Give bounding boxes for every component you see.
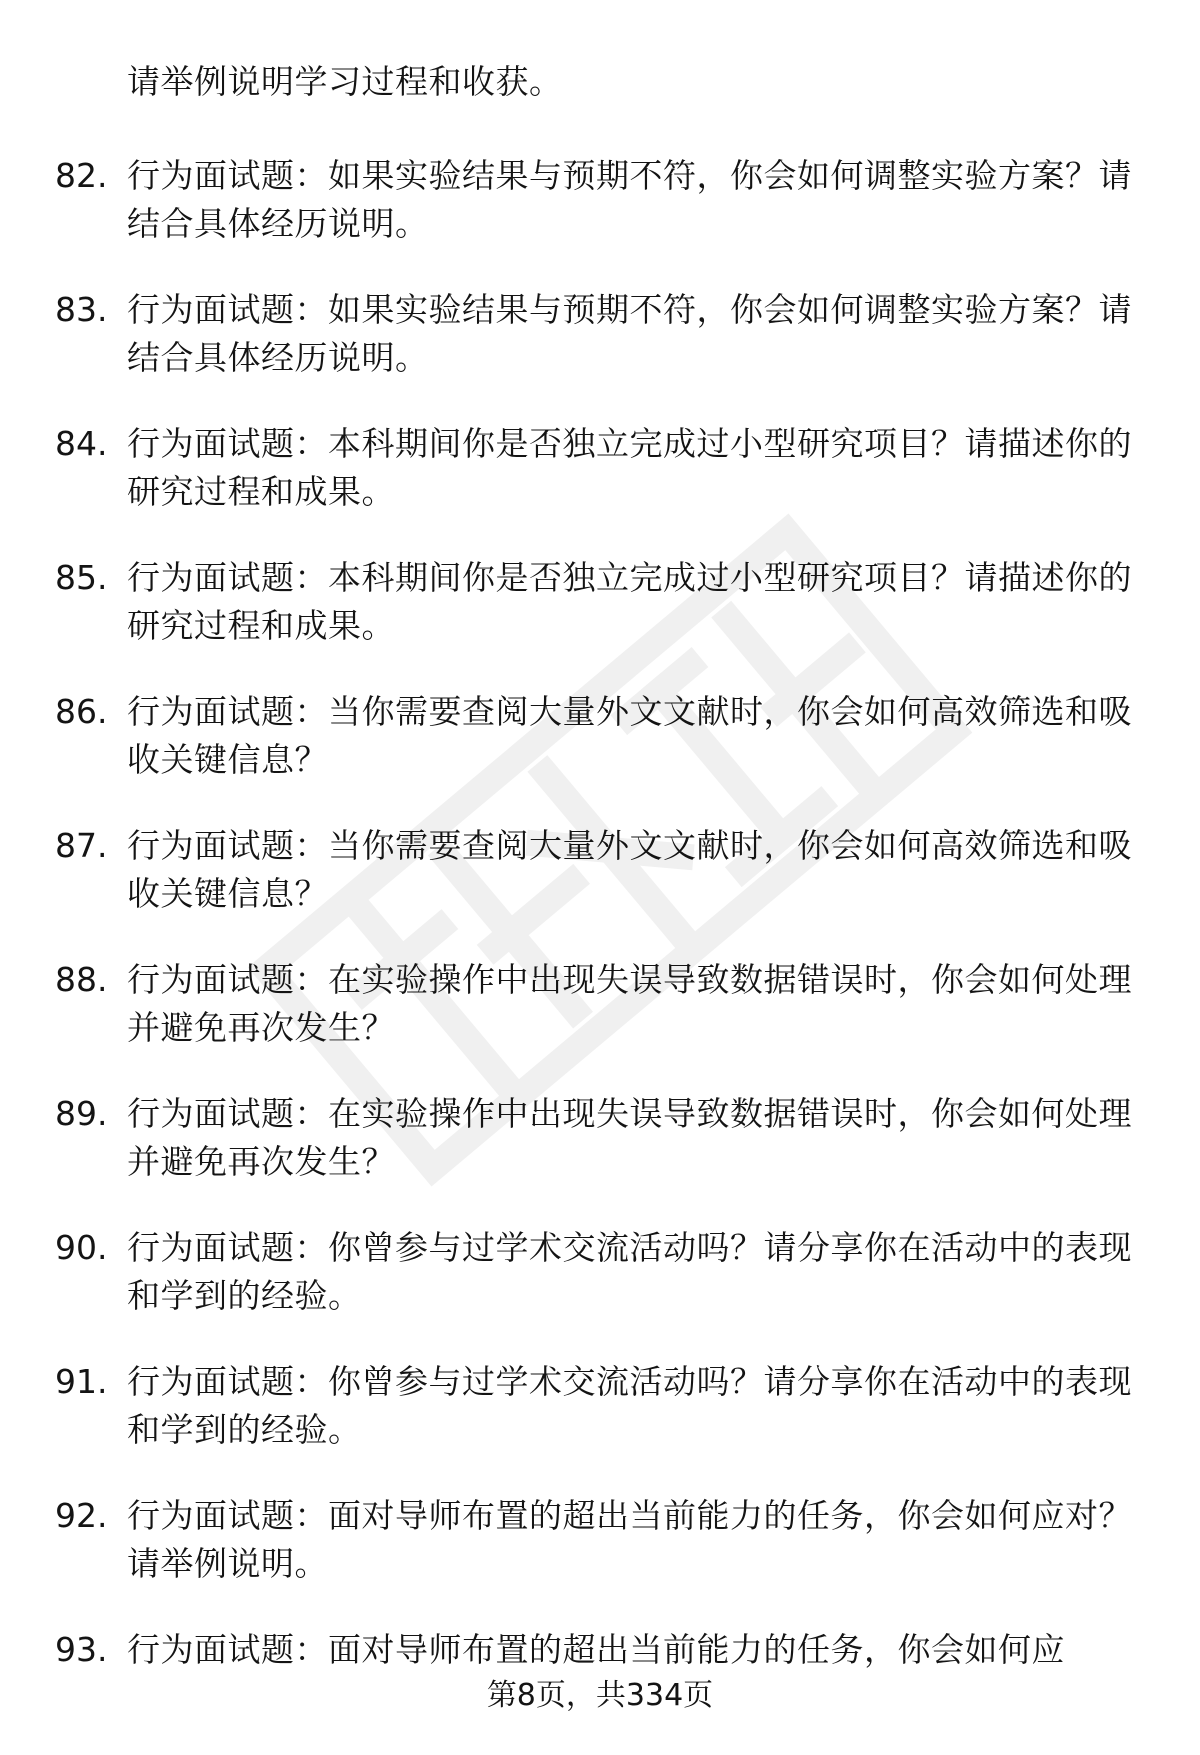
item-number: 93.	[55, 1630, 108, 1669]
question-list	[55, 58, 1145, 1712]
item-text: 行为面试题：当你需要查阅大量外文文献时，你会如何高效筛选和吸收关键信息？	[127, 826, 1132, 913]
list-item	[55, 1224, 1145, 1320]
item-text: 行为面试题：你曾参与过学术交流活动吗？请分享你在活动中的表现和学到的经验。	[127, 1362, 1132, 1449]
item-number: 88.	[55, 960, 108, 999]
list-item	[55, 58, 1145, 106]
list-item	[55, 152, 1145, 248]
item-text: 行为面试题：面对导师布置的超出当前能力的任务，你会如何应	[127, 1630, 1065, 1669]
item-number: 91.	[55, 1362, 108, 1401]
list-item	[55, 688, 1145, 784]
item-number: 83.	[55, 290, 108, 329]
list-item	[55, 554, 1145, 650]
list-item	[55, 822, 1145, 918]
page-footer: 第8页，共334页	[486, 1678, 714, 1713]
item-text: 行为面试题：在实验操作中出现失误导致数据错误时，你会如何处理并避免再次发生？	[127, 1094, 1132, 1181]
list-item	[55, 1492, 1145, 1588]
item-text: 行为面试题：你曾参与过学术交流活动吗？请分享你在活动中的表现和学到的经验。	[127, 1228, 1132, 1315]
item-number: 87.	[55, 826, 108, 865]
list-item	[55, 286, 1145, 382]
item-number: 89.	[55, 1094, 108, 1133]
item-text: 行为面试题：本科期间你是否独立完成过小型研究项目？请描述你的研究过程和成果。	[127, 558, 1132, 645]
item-text: 行为面试题：在实验操作中出现失误导致数据错误时，你会如何处理并避免再次发生？	[127, 960, 1132, 1047]
item-text: 行为面试题：本科期间你是否独立完成过小型研究项目？请描述你的研究过程和成果。	[127, 424, 1132, 511]
item-number: 85.	[55, 558, 108, 597]
list-item	[55, 1358, 1145, 1454]
list-item	[55, 420, 1145, 516]
item-text: 请举例说明学习过程和收获。	[127, 62, 563, 101]
list-item	[55, 1626, 1145, 1674]
list-item	[55, 956, 1145, 1052]
item-number: 92.	[55, 1496, 108, 1535]
item-text: 行为面试题：当你需要查阅大量外文文献时，你会如何高效筛选和吸收关键信息？	[127, 692, 1132, 779]
item-text: 行为面试题：面对导师布置的超出当前能力的任务，你会如何应对？请举例说明。	[127, 1496, 1132, 1583]
item-number: 86.	[55, 692, 108, 731]
item-text: 行为面试题：如果实验结果与预期不符，你会如何调整实验方案？请结合具体经历说明。	[127, 156, 1132, 243]
item-number: 82.	[55, 156, 108, 195]
item-number: 90.	[55, 1228, 108, 1267]
item-text: 行为面试题：如果实验结果与预期不符，你会如何调整实验方案？请结合具体经历说明。	[127, 290, 1132, 377]
item-number: 84.	[55, 424, 108, 463]
list-item	[55, 1090, 1145, 1186]
